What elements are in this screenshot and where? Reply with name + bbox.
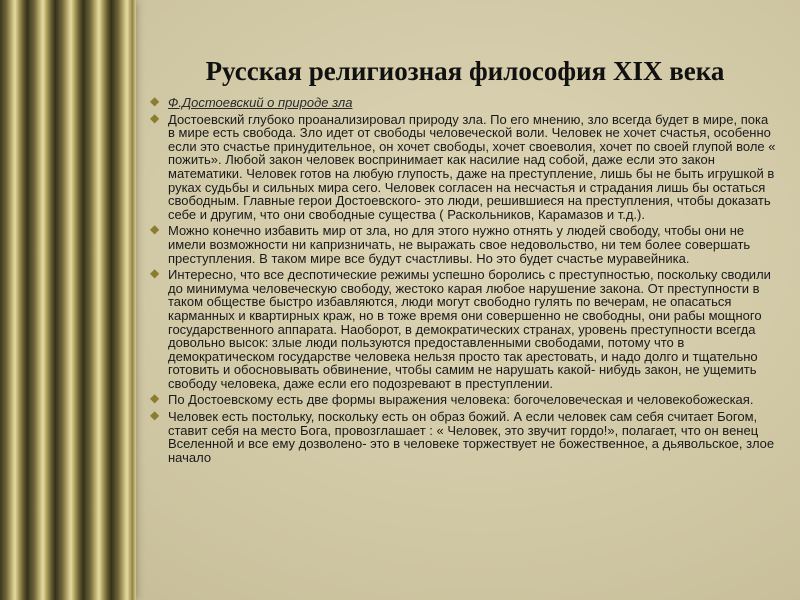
bullet-diamond-icon: ◆	[150, 391, 160, 406]
bullet-text: Человек есть постольку, поскольку есть он образ божий. А если человек сам себя считает Богом, ставит себя на место Бога, провозглашает : « Человек, это звучит гордо!», полагает, что он венец Вселенной и все ему дозволено- это в человеке торжествует не божественное, а дьявольское, злое начало	[168, 409, 775, 465]
slide-content	[148, 96, 778, 467]
bullet-item	[148, 110, 778, 222]
bullet-diamond-icon: ◆	[150, 94, 160, 108]
bullet-text: Достоевский глубоко проанализировал природу зла. По его мнению, зло всегда будет в мире, пока в мире есть свобода. Зло идет от свободы человеческой воли. Человек не хочет счастья, особенно если это счастье принудительное, он хочет свободы, хочет своеволия, хочет по своей глупой воле « пожить». Любой закон человек воспринимает как насилие над собой, даже если это закон математики. Человек готов на любую глупость, даже на преступление, лишь бы не быть игрушкой в руках судьбы и сильных мира сего. Человек согласен на несчастья и страдания лишь бы остаться свободным. Главные герои Достоевского- это люди, решившиеся на преступления, чтобы доказать себе и другим, что они свободные существа ( Раскольников, Карамазов и т.д.).	[168, 111, 776, 222]
bullet-text: По Достоевскому есть две формы выражения человека: богочеловеческая и человекобожеская.	[168, 392, 754, 408]
bullet-text: Интересно, что все деспотические режимы успешно боролись с преступностью, поскольку сводили до минимума человеческую свободу, жестоко карая любое нарушение закона. От преступности в таком обществе быстро избавляются, люди могут свободно гулять по вечерам, не опасаться карманных и квартирных краж, но в тоже время они совершенно не свободны, они рабы мощного государственного аппарата. Наоборот, в демократических странах, уровень преступности всегда довольно высок: злые люди пользуются предоставленными свободами, потому что в демократическом государстве человека нельзя просто так арестовать, и надо долго и тщательно готовить и обосновывать обвинение, чтобы самим не нарушать какой- нибудь закон, не ущемить свободу человека, даже если его подозревают в преступлении.	[168, 267, 771, 391]
bullet-diamond-icon: ◆	[150, 266, 160, 281]
curtain-edge	[132, 0, 136, 600]
bullet-item	[148, 410, 778, 464]
bullet-diamond-icon: ◆	[150, 110, 160, 125]
bullet-item	[148, 393, 778, 407]
bullet-item	[148, 268, 778, 390]
bullet-diamond-icon: ◆	[150, 222, 160, 237]
section-subtitle: Ф.Достоевский о природе зла	[168, 95, 353, 110]
gold-curtain-decoration	[0, 0, 132, 600]
bullet-diamond-icon: ◆	[150, 408, 160, 423]
slide-title: Русская религиозная философия XIX века	[205, 56, 725, 86]
bullet-item	[148, 224, 778, 265]
bullet-text: Можно конечно избавить мир от зла, но для этого нужно отнять у людей свободу, чтобы они не имели возможности ни капризничать, не выражать свое недовольство, ни тем более совершать преступления. В таком мире все будут счастливы. Но это будет счастье муравейника.	[168, 223, 751, 266]
bullet-item-subtitle	[148, 96, 778, 110]
